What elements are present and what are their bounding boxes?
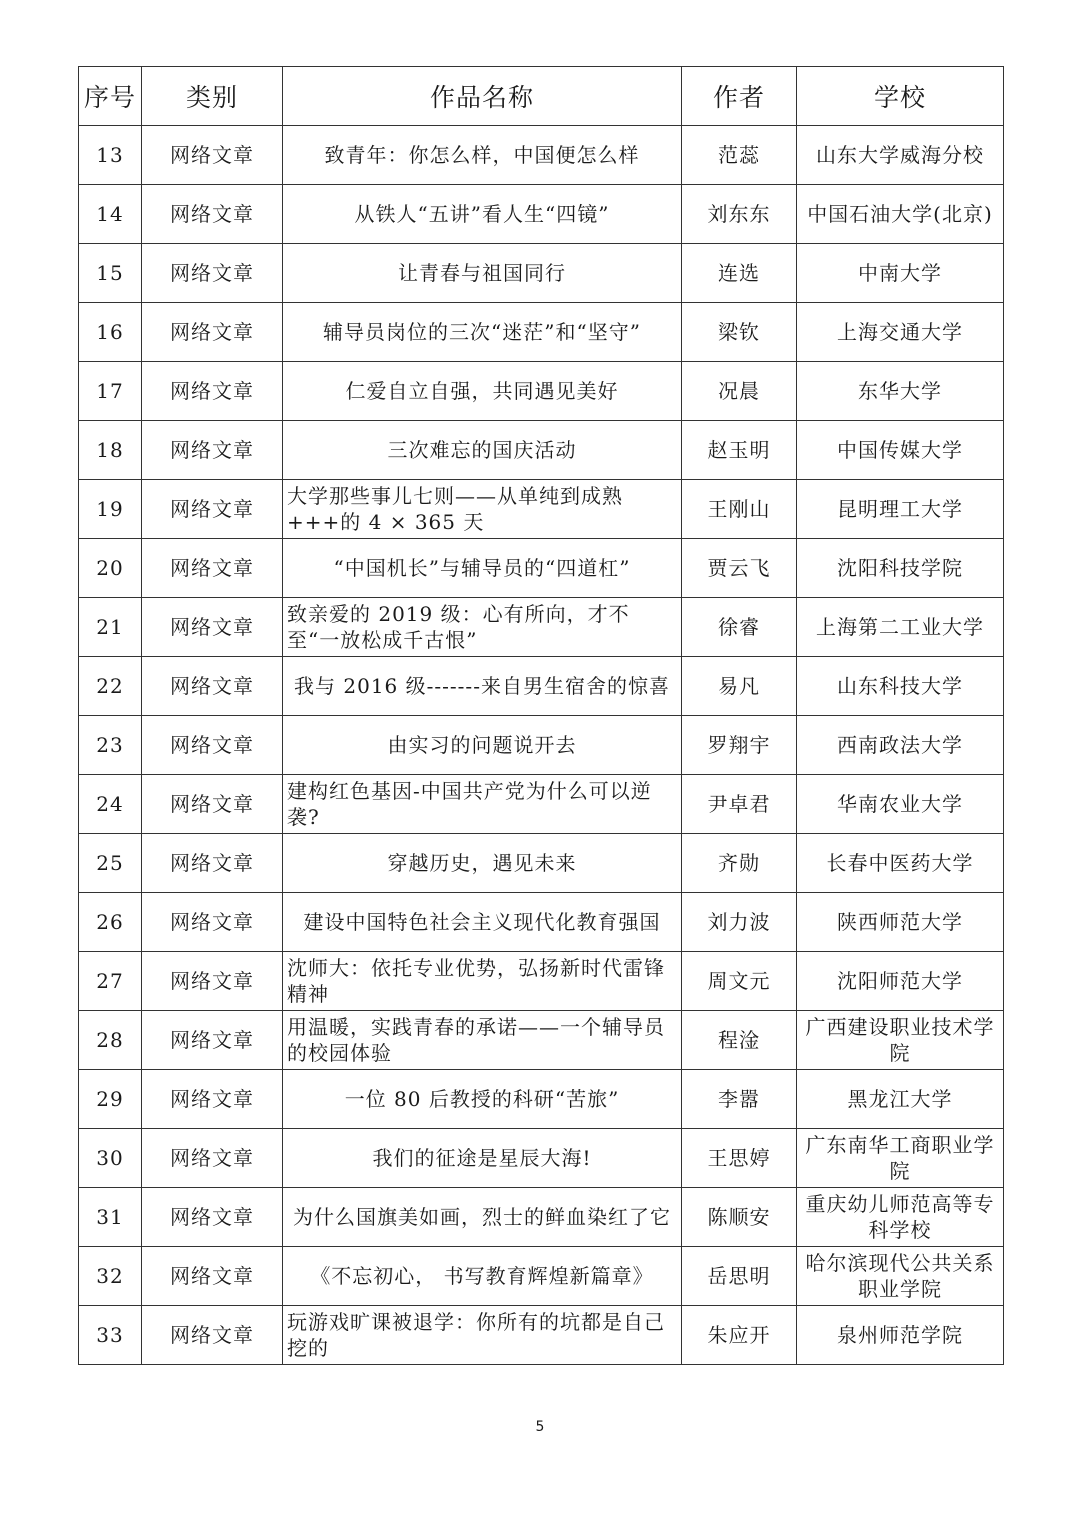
cell-author: 梁钦 (682, 303, 797, 362)
cell-category: 网络文章 (142, 1306, 283, 1365)
cell-author: 刘力波 (682, 893, 797, 952)
table-row (79, 539, 1004, 598)
cell-school: 长春中医药大学 (797, 834, 1004, 893)
cell-title: 一位 80 后教授的科研“苦旅” (283, 1070, 682, 1129)
cell-author: 王思婷 (682, 1129, 797, 1188)
cell-title: 我与 2016 级-------来自男生宿舍的惊喜 (283, 657, 682, 716)
table-row (79, 657, 1004, 716)
cell-index: 17 (79, 362, 142, 421)
table-row (79, 362, 1004, 421)
cell-school: 广东南华工商职业学院 (797, 1129, 1004, 1188)
cell-title: 辅导员岗位的三次“迷茫”和“坚守” (283, 303, 682, 362)
cell-school: 泉州师范学院 (797, 1306, 1004, 1365)
table-row (79, 421, 1004, 480)
awards-table (78, 66, 1004, 1365)
cell-title: 从铁人“五讲”看人生“四镜” (283, 185, 682, 244)
cell-title: 三次难忘的国庆活动 (283, 421, 682, 480)
cell-index: 28 (79, 1011, 142, 1070)
cell-index: 25 (79, 834, 142, 893)
cell-author: 程淦 (682, 1011, 797, 1070)
cell-school: 重庆幼儿师范高等专科学校 (797, 1188, 1004, 1247)
cell-title: 大学那些事儿七则——从单纯到成熟+++的 4 × 365 天 (283, 480, 682, 539)
table-row (79, 1011, 1004, 1070)
cell-school: 山东科技大学 (797, 657, 1004, 716)
cell-category: 网络文章 (142, 244, 283, 303)
header-author: 作者 (682, 67, 797, 126)
cell-index: 33 (79, 1306, 142, 1365)
cell-title: 致亲爱的 2019 级：心有所向，才不至“一放松成千古恨” (283, 598, 682, 657)
cell-school: 沈阳科技学院 (797, 539, 1004, 598)
cell-title: 用温暖，实践青春的承诺——一个辅导员的校园体验 (283, 1011, 682, 1070)
cell-author: 赵玉明 (682, 421, 797, 480)
cell-index: 16 (79, 303, 142, 362)
cell-category: 网络文章 (142, 362, 283, 421)
cell-school: 上海交通大学 (797, 303, 1004, 362)
header-category: 类别 (142, 67, 283, 126)
cell-author: 罗翔宇 (682, 716, 797, 775)
cell-author: 贾云飞 (682, 539, 797, 598)
table-row (79, 303, 1004, 362)
cell-index: 24 (79, 775, 142, 834)
cell-title: 由实习的问题说开去 (283, 716, 682, 775)
cell-author: 刘东东 (682, 185, 797, 244)
cell-school: 陕西师范大学 (797, 893, 1004, 952)
cell-school: 中国石油大学(北京) (797, 185, 1004, 244)
cell-category: 网络文章 (142, 598, 283, 657)
cell-index: 29 (79, 1070, 142, 1129)
cell-category: 网络文章 (142, 834, 283, 893)
table-row (79, 775, 1004, 834)
cell-category: 网络文章 (142, 480, 283, 539)
cell-index: 31 (79, 1188, 142, 1247)
table-header-row (79, 67, 1004, 126)
cell-author: 朱应开 (682, 1306, 797, 1365)
cell-category: 网络文章 (142, 539, 283, 598)
table-row (79, 834, 1004, 893)
cell-index: 27 (79, 952, 142, 1011)
cell-author: 连选 (682, 244, 797, 303)
table-row (79, 1070, 1004, 1129)
cell-category: 网络文章 (142, 716, 283, 775)
cell-school: 华南农业大学 (797, 775, 1004, 834)
table-row (79, 244, 1004, 303)
cell-category: 网络文章 (142, 893, 283, 952)
table-row (79, 1247, 1004, 1306)
table-row (79, 1188, 1004, 1247)
cell-title: 沈师大：依托专业优势，弘扬新时代雷锋精神 (283, 952, 682, 1011)
cell-school: 昆明理工大学 (797, 480, 1004, 539)
cell-index: 13 (79, 126, 142, 185)
cell-index: 20 (79, 539, 142, 598)
cell-author: 李嚣 (682, 1070, 797, 1129)
cell-school: 东华大学 (797, 362, 1004, 421)
cell-category: 网络文章 (142, 1247, 283, 1306)
cell-category: 网络文章 (142, 657, 283, 716)
cell-index: 19 (79, 480, 142, 539)
cell-school: 西南政法大学 (797, 716, 1004, 775)
cell-category: 网络文章 (142, 1188, 283, 1247)
table-row (79, 480, 1004, 539)
table-body (79, 126, 1004, 1365)
cell-title: 让青春与祖国同行 (283, 244, 682, 303)
cell-category: 网络文章 (142, 775, 283, 834)
cell-school: 哈尔滨现代公共关系职业学院 (797, 1247, 1004, 1306)
cell-author: 陈顺安 (682, 1188, 797, 1247)
header-index: 序号 (79, 67, 142, 126)
header-title: 作品名称 (283, 67, 682, 126)
cell-title: 建设中国特色社会主义现代化教育强国 (283, 893, 682, 952)
table-row (79, 893, 1004, 952)
cell-category: 网络文章 (142, 126, 283, 185)
cell-school: 沈阳师范大学 (797, 952, 1004, 1011)
page-number: 5 (535, 1419, 545, 1435)
cell-school: 山东大学威海分校 (797, 126, 1004, 185)
cell-index: 26 (79, 893, 142, 952)
cell-author: 周文元 (682, 952, 797, 1011)
table-row (79, 598, 1004, 657)
cell-author: 岳思明 (682, 1247, 797, 1306)
cell-school: 广西建设职业技术学院 (797, 1011, 1004, 1070)
table-row (79, 716, 1004, 775)
cell-author: 齐勋 (682, 834, 797, 893)
cell-category: 网络文章 (142, 1129, 283, 1188)
cell-school: 黑龙江大学 (797, 1070, 1004, 1129)
cell-title: 《不忘初心， 书写教育辉煌新篇章》 (283, 1247, 682, 1306)
cell-title: 建构红色基因-中国共产党为什么可以逆袭? (283, 775, 682, 834)
cell-category: 网络文章 (142, 1070, 283, 1129)
table-row (79, 1306, 1004, 1365)
cell-title: 穿越历史，遇见未来 (283, 834, 682, 893)
cell-title: 为什么国旗美如画，烈士的鲜血染红了它 (283, 1188, 682, 1247)
table-row (79, 952, 1004, 1011)
header-school: 学校 (797, 67, 1004, 126)
cell-index: 23 (79, 716, 142, 775)
cell-title: 仁爱自立自强，共同遇见美好 (283, 362, 682, 421)
cell-category: 网络文章 (142, 421, 283, 480)
cell-category: 网络文章 (142, 1011, 283, 1070)
table-row (79, 126, 1004, 185)
cell-index: 21 (79, 598, 142, 657)
cell-title: “中国机长”与辅导员的“四道杠” (283, 539, 682, 598)
cell-author: 范蕊 (682, 126, 797, 185)
cell-author: 尹卓君 (682, 775, 797, 834)
table-row (79, 1129, 1004, 1188)
table-row (79, 185, 1004, 244)
cell-author: 王刚山 (682, 480, 797, 539)
cell-index: 18 (79, 421, 142, 480)
cell-author: 徐睿 (682, 598, 797, 657)
cell-index: 32 (79, 1247, 142, 1306)
cell-category: 网络文章 (142, 952, 283, 1011)
cell-category: 网络文章 (142, 303, 283, 362)
cell-school: 上海第二工业大学 (797, 598, 1004, 657)
cell-author: 况晨 (682, 362, 797, 421)
cell-index: 15 (79, 244, 142, 303)
cell-index: 22 (79, 657, 142, 716)
cell-school: 中南大学 (797, 244, 1004, 303)
cell-title: 致青年：你怎么样，中国便怎么样 (283, 126, 682, 185)
cell-title: 玩游戏旷课被退学：你所有的坑都是自己挖的 (283, 1306, 682, 1365)
cell-index: 30 (79, 1129, 142, 1188)
cell-author: 易凡 (682, 657, 797, 716)
cell-school: 中国传媒大学 (797, 421, 1004, 480)
cell-category: 网络文章 (142, 185, 283, 244)
cell-index: 14 (79, 185, 142, 244)
cell-title: 我们的征途是星辰大海! (283, 1129, 682, 1188)
